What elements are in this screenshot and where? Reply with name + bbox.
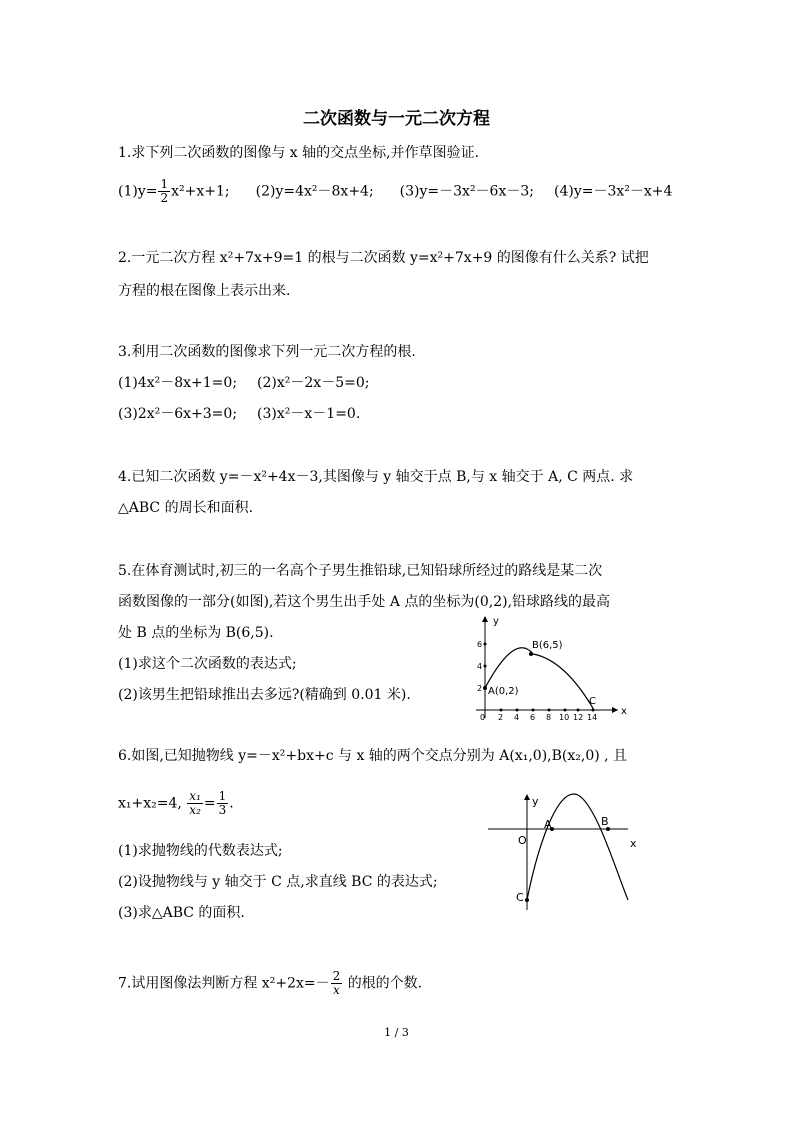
question-5-sub-1: (1)求这个二次函数的表达式; [118,656,297,672]
point-c [525,898,529,902]
question-5-line-3: 处 B 点的坐标为 B(6,5). [118,625,274,641]
q1-part3: (3)y=－3x²－6x－3; [399,183,534,200]
x-ticks [498,709,597,723]
question-5-sub-2: (2)该男生把铅球推出去多远?(精确到 0.01 米). [118,687,411,703]
x-tick-4: 4 [514,713,520,722]
y-tick-2: 2 [477,684,483,693]
y-tick-4: 4 [477,662,483,671]
point-c-label: C [589,696,596,707]
question-3-row-2 [118,404,360,424]
x-tick-10: 10 [559,713,570,722]
y-tick-6: 6 [477,640,483,649]
fraction-numerator: 1 [160,177,169,191]
q6-period: . [229,795,234,812]
x-axis-label: x [630,837,637,850]
q7-fraction [331,970,343,997]
q6-equals: = [203,795,216,812]
point-a [483,686,487,690]
fraction-denominator: x [333,983,340,997]
q3-part1: (1)4x²－8x+1=0; [118,375,238,391]
fraction-denominator: 2 [160,191,169,205]
question-6-sub-2: (2)设抛物线与 y 轴交于 C 点,求直线 BC 的表达式; [118,874,438,890]
x-tick-2: 2 [498,713,504,722]
q1-part4: (4)y=－3x²－x+4 [553,183,673,200]
page-title: 二次函数与一元二次方程 [303,109,490,129]
question-5-line-1: 5.在体育测试时,初三的一名高个子男生推铅球,已知铅球所经过的路线是某二次 [118,563,603,579]
question-4-line-1: 4.已知二次函数 y=－x²+4x－3,其图像与 y 轴交于点 B,与 x 轴交于 A, C 两点. 求 [118,469,634,485]
question-6-sub-1: (1)求抛物线的代数表达式; [118,843,283,859]
question-1-parts [118,178,672,205]
q1-part2: (2)y=4x²－8x+4; [255,183,374,200]
q6-value-fraction [217,790,229,817]
y-axis-arrow-icon [482,616,488,622]
q7-suffix: 的根的个数. [347,975,423,992]
q3-part4: (3)x²－x－1=0. [257,406,361,422]
point-a-label: A [544,818,552,831]
point-b [529,652,533,656]
question-1-text: 1.求下列二次函数的图像与 x 轴的交点坐标,并作草图验证. [118,145,480,161]
y-axis-label: y [493,616,499,627]
x-tick-8: 8 [546,713,552,722]
trajectory-curve [485,648,594,710]
q6-condition-prefix: x₁+x₂=4, [118,795,182,812]
fraction-numerator: 2 [332,969,341,983]
point-b-label: B(6,5) [532,640,563,651]
point-a-label: A(0,2) [488,686,519,697]
fraction-numerator: x₁ [189,789,201,803]
question-5-line-2: 函数图像的一部分(如图),若这个男生出手处 A 点的坐标为(0,2),铅球路线的最高 [118,594,611,610]
point-b-label: B [601,815,609,828]
page-number: 1 / 3 [384,1026,409,1039]
fraction-numerator: 1 [218,789,227,803]
x-tick-14: 14 [587,713,598,722]
q1-part1-suffix: x²+x+1; [171,183,230,200]
x-axis-arrow-icon [612,707,618,713]
y-axis-label: y [532,795,539,808]
point-c-label: C [516,891,524,904]
question-6-condition [118,790,234,817]
question-2-line-1: 2.一元二次方程 x²+7x+9=1 的根与二次函数 y=x²+7x+9 的图像有什么关系? 试把 [118,250,649,266]
parabola-curve [527,794,628,900]
x-axis-label: x [621,706,627,717]
question-6-line-1: 6.如图,已知抛物线 y=－x²+bx+c 与 x 轴的两个交点分别为 A(x₁,0),B(x₂,0) , 且 [118,748,628,764]
q1-part1-fraction [158,178,170,205]
parabola-figure [486,785,646,915]
question-2-line-2: 方程的根在图像上表示出来. [118,283,291,299]
question-7 [118,970,422,997]
fraction-denominator: 3 [218,803,227,817]
q1-part1-prefix: (1)y= [118,183,158,200]
fraction-denominator: x₂ [189,803,201,817]
origin-label: 0 [480,713,486,722]
question-3-line-1: 3.利用二次函数的图像求下列一元二次方程的根. [118,344,416,360]
origin-label: O [518,834,527,847]
question-6-sub-3: (3)求△ABC 的面积. [118,905,245,921]
question-3-row-1 [118,373,369,393]
q3-part2: (2)x²－2x－5=0; [257,375,370,391]
shot-put-trajectory-figure [470,610,640,725]
question-4-line-2: △ABC 的周长和面积. [118,500,254,516]
q3-part3: (3)2x²－6x+3=0; [118,406,238,422]
x-tick-6: 6 [530,713,536,722]
q7-prefix: 7.试用图像法判断方程 x²+2x=－ [118,975,330,992]
y-axis-arrow-icon [524,794,530,800]
x-tick-12: 12 [573,713,584,722]
q6-ratio-fraction [187,790,203,817]
